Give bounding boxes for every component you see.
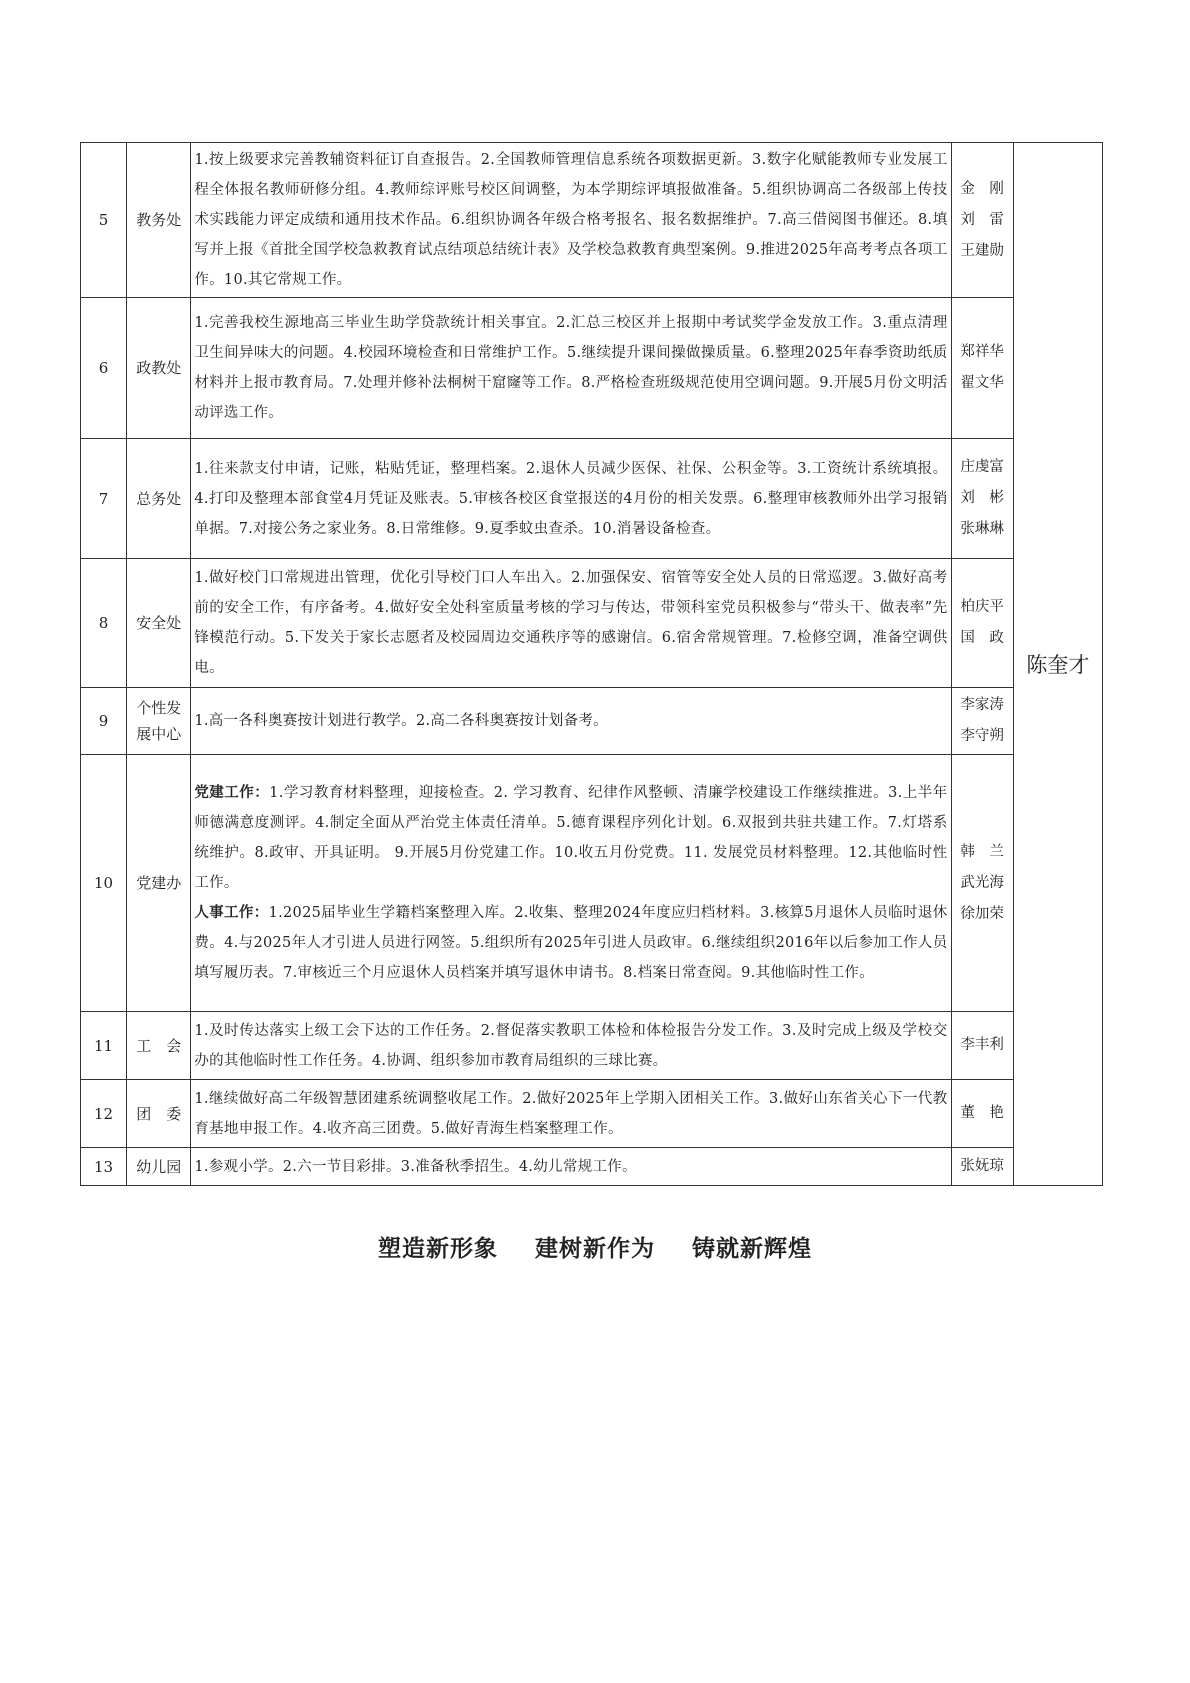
section-text: 1.2025届毕业生学籍档案整理入库。2.收集、整理2024年度应归档材料。3.核算5月退休人员临时退休费。4.与2025年人才引进人员进行网签。5.组织所有2025年引进人员政审。6.继续组织2016年以后参加工作人员填写履历表。7.审核近三个月应退休人员档案并填写退休申请书。8.档案日常查阅。9.其他临时性工作。 (194, 905, 948, 981)
task-content: 1.参观小学。2.六一节目彩排。3.准备秋季招生。4.幼儿常规工作。 (191, 1148, 951, 1186)
task-content: 1.完善我校生源地高三毕业生助学贷款统计相关事宜。2.汇总三校区并上报期中考试奖学金发放工作。3.重点清理卫生间异味大的问题。4.校园环境检查和日常维护工作。5.继续提升课间操做操质量。6.整理2025年春季资助纸质材料并上报市教育局。7.处理并修补法桐树干窟窿等工作。8.严格检查班级规范使用空调问题。9.开展5月份文明活动评选工作。 (191, 298, 951, 439)
person-name: 李家涛 (960, 697, 1004, 713)
department-cell: 党建办 (127, 755, 191, 1012)
row-number: 6 (81, 298, 127, 439)
table-row (81, 1080, 1103, 1148)
department-cell: 总务处 (127, 439, 191, 559)
responsible-persons (951, 1148, 1013, 1186)
row-number: 8 (81, 559, 127, 688)
person-name: 柏庆平 (960, 599, 1004, 615)
slogan-phrase: 塑造新形象 (377, 1235, 498, 1262)
task-content: 1.按上级要求完善教辅资料征订自查报告。2.全国教师管理信息系统各项数据更新。3.数字化赋能教师专业发展工程全体报名教师研修分组。4.教师综评账号校区间调整，为本学期综评填报做准备。5.组织协调高二各级部上传技术实践能力评定成绩和通用技术作品。6.组织协调各年级合格考报名、报名数据维护。7.高三借阅图书催还。8.填写并上报《首批全国学校急救教育试点结项总结统计表》及学校急救教育典型案例。9.推进2025年高考考点各项工作。10.其它常规工作。 (191, 143, 951, 298)
person-name: 张妩琼 (960, 1158, 1004, 1174)
person-name: 韩 兰 (960, 843, 1004, 860)
supervising-leader: 陈奎才 (1013, 143, 1102, 1186)
slogan-phrase: 建树新作为 (535, 1235, 655, 1262)
section-label: 人事工作： (194, 904, 269, 921)
person-name: 郑祥华 (960, 344, 1004, 360)
task-content: 1.继续做好高二年级智慧团建系统调整收尾工作。2.做好2025年上学期入团相关工作。3.做好山东省关心下一代教育基地申报工作。4.收齐高三团费。5.做好青海生档案整理工作。 (191, 1080, 951, 1148)
table-row (81, 755, 1103, 1012)
table-row (81, 143, 1103, 298)
department-cell: 教务处 (127, 143, 191, 298)
person-name: 翟文华 (960, 375, 1004, 391)
responsible-persons (951, 439, 1013, 559)
row-number: 10 (81, 755, 127, 1012)
row-number: 5 (81, 143, 127, 298)
row-number: 11 (81, 1012, 127, 1080)
person-name: 李丰利 (960, 1037, 1004, 1053)
row-number: 9 (81, 688, 127, 755)
table-row (81, 439, 1103, 559)
person-name: 李守朔 (960, 728, 1004, 744)
closing-slogan (0, 1230, 1190, 1263)
table-row (81, 298, 1103, 439)
task-content: 1.做好校门口常规进出管理，优化引导校门口人车出入。2.加强保安、宿管等安全处人员的日常巡逻。3.做好高考前的安全工作，有序备考。4.做好安全处科室质量考核的学习与传达，带领科室党员积极参与“带头干、做表率”先锋模范行动。5.下发关于家长志愿者及校园周边交通秩序等的感谢信。6.宿舍常规管理。7.检修空调，准备空调供电。 (191, 559, 951, 688)
department-cell: 个性发展中心 (127, 688, 191, 755)
department-cell: 幼儿园 (127, 1148, 191, 1186)
task-content: 1.及时传达落实上级工会下达的工作任务。2.督促落实教职工体检和体检报告分发工作。3.及时完成上级及学校交办的其他临时性工作任务。4.协调、组织参加市教育局组织的三球比赛。 (191, 1012, 951, 1080)
person-name: 张琳琳 (960, 521, 1004, 537)
responsible-persons (951, 688, 1013, 755)
department-cell: 政教处 (127, 298, 191, 439)
row-number: 12 (81, 1080, 127, 1148)
responsible-persons (951, 298, 1013, 439)
responsible-persons (951, 559, 1013, 688)
party-building-section (194, 778, 947, 898)
row-number: 13 (81, 1148, 127, 1186)
task-content: 1.往来款支付申请，记账，粘贴凭证，整理档案。2.退休人员减少医保、社保、公积金等。3.工资统计系统填报。4.打印及整理本部食堂4月凭证及账表。5.审核各校区食堂报送的4月份的相关发票。6.整理审核教师外出学习报销单据。7.对接公务之家业务。8.日常维修。9.夏季蚊虫查杀。10.消暑设备检查。 (191, 439, 951, 559)
person-name: 董 艳 (960, 1105, 1004, 1121)
person-name: 王建勋 (960, 242, 1004, 259)
person-name: 武光海 (960, 874, 1004, 891)
table-row (81, 1012, 1103, 1080)
person-name: 庄虔富 (960, 459, 1004, 475)
work-plan-table (80, 142, 1103, 1186)
responsible-persons (951, 143, 1013, 298)
slogan-phrase: 铸就新辉煌 (692, 1235, 813, 1262)
section-text: 1.学习教育材料整理，迎接检查。2. 学习教育、纪律作风整顿、清廉学校建设工作继续推进。3.上半年师德满意度测评。4.制定全面从严治党主体责任清单。5.德育课程序列化计划。6.双报到共驻共建工作。7.灯塔系统维护。8.政审、开具证明。 9.开展5月份党建工作。10.收五月份党费。11. 发展党员材料整理。12.其他临时性工作。 (194, 785, 948, 891)
responsible-persons (951, 755, 1013, 1012)
department-cell: 工 会 (127, 1012, 191, 1080)
department-cell: 团 委 (127, 1080, 191, 1148)
person-name: 刘 彬 (960, 490, 1004, 506)
task-content (191, 755, 951, 1012)
task-content: 1.高一各科奥赛按计划进行教学。2.高二各科奥赛按计划备考。 (191, 688, 951, 755)
responsible-persons (951, 1080, 1013, 1148)
personnel-section (194, 898, 947, 988)
department-cell: 安全处 (127, 559, 191, 688)
person-name: 徐加荣 (960, 905, 1004, 922)
responsible-persons (951, 1012, 1013, 1080)
section-label: 党建工作： (194, 784, 270, 801)
table-row (81, 688, 1103, 755)
table-row (81, 1148, 1103, 1186)
table-row (81, 559, 1103, 688)
person-name: 国 政 (960, 630, 1004, 646)
person-name: 刘 雷 (960, 211, 1004, 228)
person-name: 金 刚 (960, 180, 1004, 197)
row-number: 7 (81, 439, 127, 559)
